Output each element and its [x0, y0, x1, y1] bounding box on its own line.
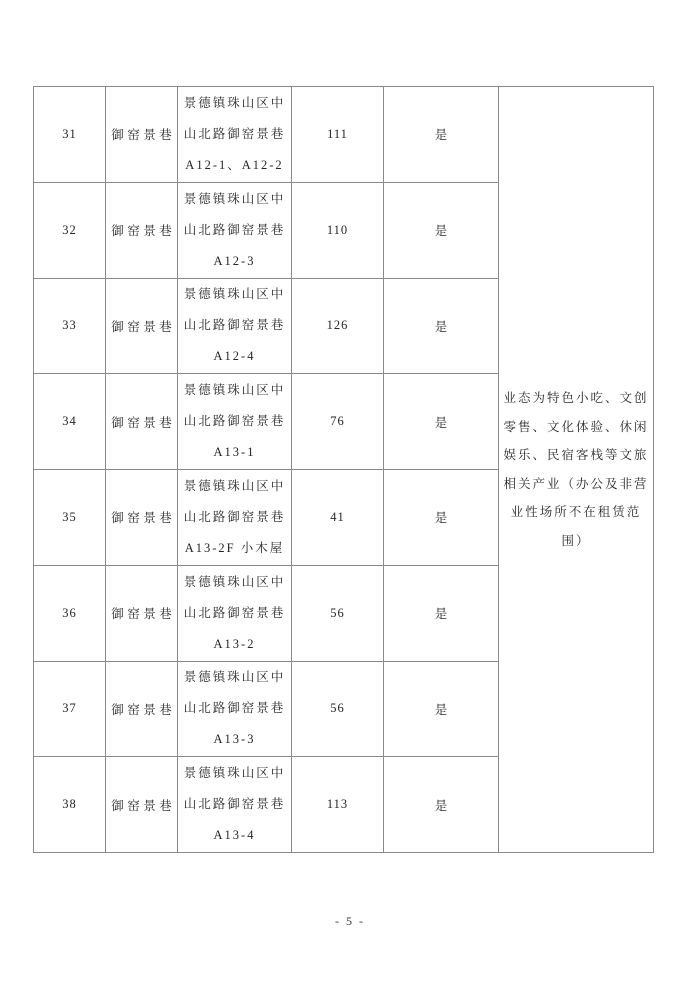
street-name-cell: 御窑景巷 — [106, 278, 178, 374]
area-cell: 41 — [292, 470, 384, 566]
row-number-cell: 32 — [34, 182, 106, 278]
street-name-cell: 御窑景巷 — [106, 757, 178, 853]
row-number-cell: 35 — [34, 470, 106, 566]
area-cell: 56 — [292, 565, 384, 661]
street-name-cell: 御窑景巷 — [106, 661, 178, 757]
address-line: 山北路御窑景巷 — [183, 797, 286, 812]
business-remark-cell — [499, 87, 654, 853]
row-number-cell: 33 — [34, 278, 106, 374]
address-cell — [178, 757, 292, 853]
address-line: 山北路御窑景巷 — [183, 222, 286, 237]
street-name-cell: 御窑景巷 — [106, 87, 178, 183]
address-line: 景德镇珠山区中 — [183, 670, 286, 685]
available-flag-cell: 是 — [384, 565, 499, 661]
remark-line: 零售、文化体验、休闲 — [503, 419, 649, 434]
row-number-cell: 36 — [34, 565, 106, 661]
address-line: 景德镇珠山区中 — [183, 191, 286, 206]
address-line: 山北路御窑景巷 — [183, 509, 286, 524]
remark-line: 业态为特色小吃、文创 — [503, 391, 649, 405]
available-flag-cell: 是 — [384, 470, 499, 566]
available-flag-cell: 是 — [384, 87, 499, 183]
address-cell — [178, 565, 292, 661]
lease-table — [33, 86, 654, 853]
row-number-cell: 37 — [34, 661, 106, 757]
row-number-cell: 34 — [34, 374, 106, 470]
street-name-cell: 御窑景巷 — [106, 470, 178, 566]
address-cell — [178, 87, 292, 183]
address-line: A13-2F 小木屋 — [184, 540, 285, 555]
address-line: A13-1 — [213, 445, 256, 460]
address-line: 景德镇珠山区中 — [183, 574, 286, 589]
remark-line: 娱乐、民宿客栈等文旅 — [503, 448, 649, 462]
remark-line: 围） — [561, 533, 591, 548]
row-number-cell: 38 — [34, 757, 106, 853]
area-cell: 76 — [292, 374, 384, 470]
area-cell: 110 — [292, 182, 384, 278]
address-cell — [178, 182, 292, 278]
remark-line: 业性场所不在租赁范 — [510, 505, 642, 519]
address-cell — [178, 278, 292, 374]
street-name-cell: 御窑景巷 — [106, 565, 178, 661]
available-flag-cell: 是 — [384, 757, 499, 853]
available-flag-cell: 是 — [384, 182, 499, 278]
address-line: 山北路御窑景巷 — [183, 126, 286, 141]
area-cell: 56 — [292, 661, 384, 757]
available-flag-cell: 是 — [384, 278, 499, 374]
address-line: A12-3 — [213, 253, 256, 268]
address-line: A13-3 — [213, 732, 256, 747]
area-cell: 113 — [292, 757, 384, 853]
address-line: 景德镇珠山区中 — [183, 478, 286, 493]
available-flag-cell: 是 — [384, 661, 499, 757]
address-line: 山北路御窑景巷 — [183, 701, 286, 716]
address-line: 景德镇珠山区中 — [183, 287, 286, 302]
address-line: A12-4 — [213, 349, 256, 364]
street-name-cell: 御窑景巷 — [106, 374, 178, 470]
address-cell — [178, 374, 292, 470]
address-line: 景德镇珠山区中 — [183, 383, 286, 398]
address-line: A12-1、A12-2 — [185, 157, 284, 172]
address-line: 山北路御窑景巷 — [183, 414, 286, 429]
address-cell — [178, 661, 292, 757]
address-cell — [178, 470, 292, 566]
page-number: - 5 - — [335, 914, 365, 928]
address-line: 山北路御窑景巷 — [183, 605, 286, 620]
address-line: 山北路御窑景巷 — [183, 318, 286, 333]
remark-line: 相关产业（办公及非营 — [503, 476, 649, 491]
area-cell: 111 — [292, 87, 384, 183]
address-line: 景德镇珠山区中 — [183, 766, 286, 781]
area-cell: 126 — [292, 278, 384, 374]
table-row — [34, 87, 654, 183]
row-number-cell: 31 — [34, 87, 106, 183]
available-flag-cell: 是 — [384, 374, 499, 470]
street-name-cell: 御窑景巷 — [106, 182, 178, 278]
address-line: A13-2 — [213, 636, 256, 651]
address-line: 景德镇珠山区中 — [183, 95, 286, 110]
address-line: A13-4 — [213, 828, 256, 843]
